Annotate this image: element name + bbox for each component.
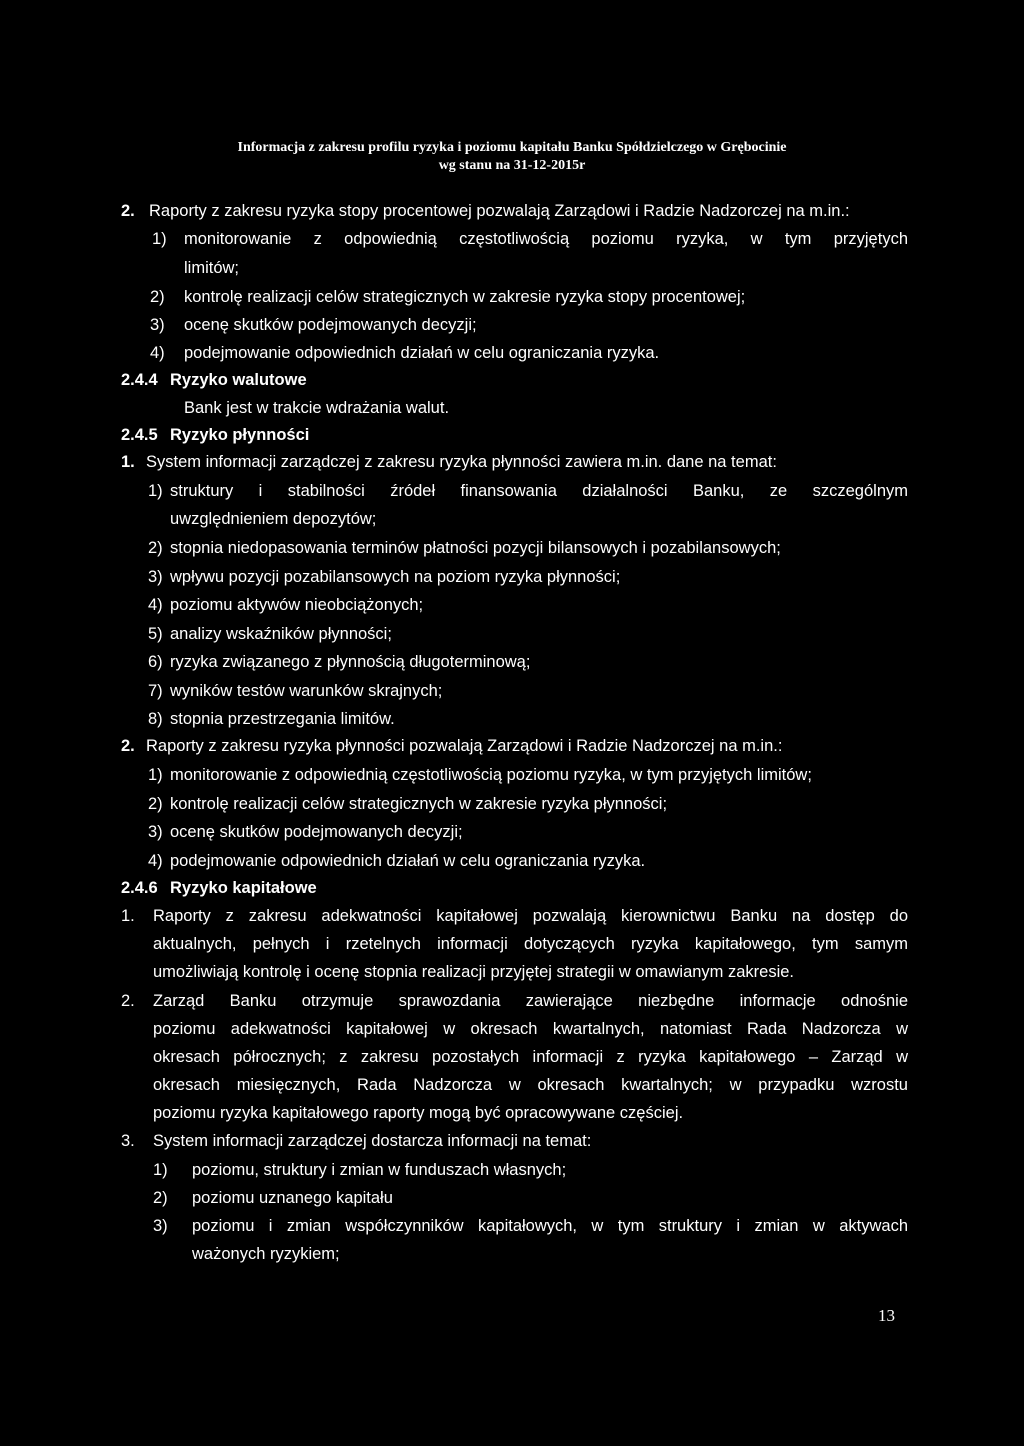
paragraph-line: okresach półrocznych; z zakresu pozostałych informacji z ryzyka kapitałowego – Zarząd w xyxy=(153,1048,908,1066)
list-number: 2. xyxy=(121,737,135,755)
paragraph-line: umożliwiają kontrolę i ocenę stopnia realizacji przyjętej strategii w omawianym zakresie. xyxy=(153,963,795,981)
list-item: podejmowanie odpowiednich działań w celu ograniczania ryzyka. xyxy=(170,852,646,870)
list-item: analizy wskaźników płynności; xyxy=(170,625,392,643)
list-item: ocenę skutków podejmowanych decyzji; xyxy=(184,316,477,334)
list-item: poziomu aktywów nieobciążonych; xyxy=(170,596,424,614)
list-item: kontrolę realizacji celów strategicznych w zakresie ryzyka płynności; xyxy=(170,795,668,813)
list-number: 1) xyxy=(152,230,167,248)
section-number: 2.4.6 xyxy=(121,879,158,897)
list-number: 3) xyxy=(148,823,163,841)
list-item: wyników testów warunków skrajnych; xyxy=(170,682,443,700)
list-number: 2. xyxy=(121,992,135,1010)
list-number: 2) xyxy=(153,1189,168,1207)
paragraph: Raporty z zakresu ryzyka płynności pozwalają Zarządowi i Radzie Nadzorczej na m.in.: xyxy=(146,737,783,755)
paragraph-line: poziomu adekwatności kapitałowej w okresach kwartalnych, natomiast Rada Nadzorcza w xyxy=(153,1020,908,1038)
paragraph: Raporty z zakresu ryzyka stopy procentowej pozwalają Zarządowi i Radzie Nadzorczej na m.in.: xyxy=(149,202,850,220)
section-title: Ryzyko kapitałowe xyxy=(170,879,317,897)
list-item: ryzyka związanego z płynnością długoterminową; xyxy=(170,653,531,671)
list-number: 3) xyxy=(148,568,163,586)
list-item: stopnia przestrzegania limitów. xyxy=(170,710,395,728)
header-date: wg stanu na 31-12-2015r xyxy=(438,158,586,173)
paragraph-line: Zarząd Banku otrzymuje sprawozdania zawierające niezbędne informacje odnośnie xyxy=(153,992,908,1010)
list-number: 4) xyxy=(150,344,165,362)
list-item: stopnia niedopasowania terminów płatności pozycji bilansowych i pozabilansowych; xyxy=(170,539,781,557)
list-number: 1) xyxy=(148,766,163,784)
list-number: 2) xyxy=(148,539,163,557)
list-item: wpływu pozycji pozabilansowych na poziom ryzyka płynności; xyxy=(170,568,621,586)
section-title: Ryzyko płynności xyxy=(170,426,310,444)
paragraph-line: okresach miesięcznych, Rada Nadzorcza w okresach kwartalnych; w przypadku wzrostu xyxy=(153,1076,908,1094)
list-number: 6) xyxy=(148,653,163,671)
list-item: struktury i stabilności źródeł finansowania działalności Banku, ze szczególnym xyxy=(170,482,908,500)
section-title: Ryzyko walutowe xyxy=(170,371,307,389)
header-title: Informacja z zakresu profilu ryzyka i poziomu kapitału Banku Spółdzielczego w Grębocinie xyxy=(237,140,787,155)
list-item: monitorowanie z odpowiednią częstotliwością poziomu ryzyka, w tym przyjętych limitów; xyxy=(170,766,812,784)
list-number: 8) xyxy=(148,710,163,728)
page-number: 13 xyxy=(878,1306,895,1325)
section-number: 2.4.5 xyxy=(121,426,158,444)
list-number: 3) xyxy=(153,1217,168,1235)
list-item: poziomu i zmian współczynników kapitałowych, w tym struktury i zmian w aktywach xyxy=(192,1217,908,1235)
list-number: 5) xyxy=(148,625,163,643)
list-number: 4) xyxy=(148,852,163,870)
list-item-continuation: limitów; xyxy=(184,259,240,277)
list-item: poziomu uznanego kapitału xyxy=(192,1189,393,1207)
list-number: 1. xyxy=(121,453,135,471)
section-number: 2.4.4 xyxy=(121,371,158,389)
paragraph: System informacji zarządczej dostarcza informacji na temat: xyxy=(153,1132,592,1150)
list-number: 4) xyxy=(148,596,163,614)
list-item: podejmowanie odpowiednich działań w celu ograniczania ryzyka. xyxy=(184,344,660,362)
list-number: 1) xyxy=(153,1161,168,1179)
list-number: 2) xyxy=(150,288,165,306)
paragraph-line: aktualnych, pełnych i rzetelnych informacji dotyczących ryzyka kapitałowego, tym samym xyxy=(153,935,908,953)
list-number: 7) xyxy=(148,682,163,700)
paragraph-line: Raporty z zakresu adekwatności kapitałowej pozwalają kierownictwu Banku na dostęp do xyxy=(153,907,908,925)
list-item: kontrolę realizacji celów strategicznych w zakresie ryzyka stopy procentowej; xyxy=(184,288,746,306)
list-number: 2. xyxy=(121,202,135,220)
paragraph: System informacji zarządczej z zakresu ryzyka płynności zawiera m.in. dane na temat: xyxy=(146,453,777,471)
list-number: 3. xyxy=(121,1132,135,1150)
list-item: ocenę skutków podejmowanych decyzji; xyxy=(170,823,463,841)
list-item: poziomu, struktury i zmian w funduszach własnych; xyxy=(192,1161,567,1179)
paragraph: Bank jest w trakcie wdrażania walut. xyxy=(184,399,450,417)
list-item: monitorowanie z odpowiednią częstotliwością poziomu ryzyka, w tym przyjętych xyxy=(184,230,908,248)
list-item-continuation: uwzględnieniem depozytów; xyxy=(170,510,377,528)
list-number: 1. xyxy=(121,907,135,925)
list-number: 3) xyxy=(150,316,165,334)
list-item-continuation: ważonych ryzykiem; xyxy=(192,1245,340,1263)
list-number: 2) xyxy=(148,795,163,813)
list-number: 1) xyxy=(148,482,163,500)
paragraph-line: poziomu ryzyka kapitałowego raporty mogą być opracowywane częściej. xyxy=(153,1104,684,1122)
